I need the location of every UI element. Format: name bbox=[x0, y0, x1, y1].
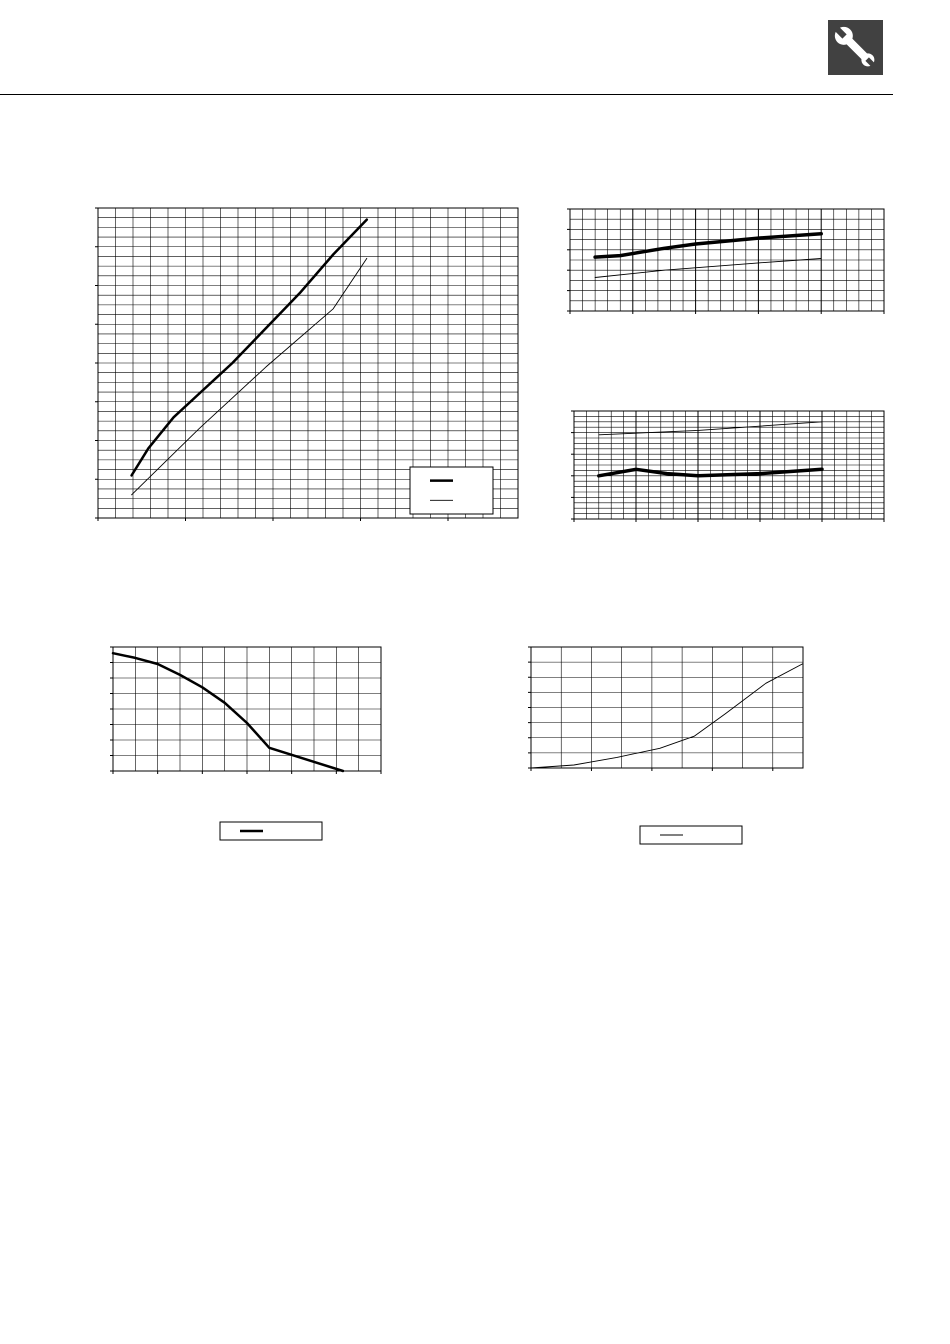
grid bbox=[95, 208, 518, 521]
series-line-1 bbox=[599, 469, 822, 476]
plot-area bbox=[570, 209, 884, 311]
legend-box bbox=[410, 467, 493, 514]
grid bbox=[528, 647, 803, 771]
chart-middle-right bbox=[571, 411, 884, 522]
series-line-1 bbox=[132, 220, 367, 476]
series-line-1 bbox=[595, 234, 821, 257]
series-line-1 bbox=[531, 664, 803, 768]
grid bbox=[571, 411, 884, 522]
legend bbox=[220, 822, 322, 840]
plot-area bbox=[574, 411, 884, 519]
chart-bottom-right bbox=[528, 647, 803, 844]
series-line-2 bbox=[132, 258, 367, 494]
legend bbox=[640, 826, 742, 844]
series-line-2 bbox=[595, 259, 821, 278]
legend bbox=[410, 467, 493, 514]
plot-area bbox=[113, 647, 381, 771]
chart-bottom-left bbox=[110, 647, 381, 840]
grid bbox=[567, 209, 884, 314]
grid bbox=[110, 647, 381, 774]
legend-box bbox=[220, 822, 322, 840]
chart-main bbox=[95, 208, 518, 521]
header-rule bbox=[0, 94, 893, 95]
legend-box bbox=[640, 826, 742, 844]
plot-area bbox=[531, 647, 803, 768]
wrench-icon bbox=[828, 20, 883, 75]
chart-top-right bbox=[567, 209, 884, 314]
series-line-2 bbox=[599, 422, 822, 435]
wrench-badge bbox=[828, 20, 883, 75]
plot-area bbox=[98, 208, 518, 518]
series-line-1 bbox=[113, 653, 343, 771]
